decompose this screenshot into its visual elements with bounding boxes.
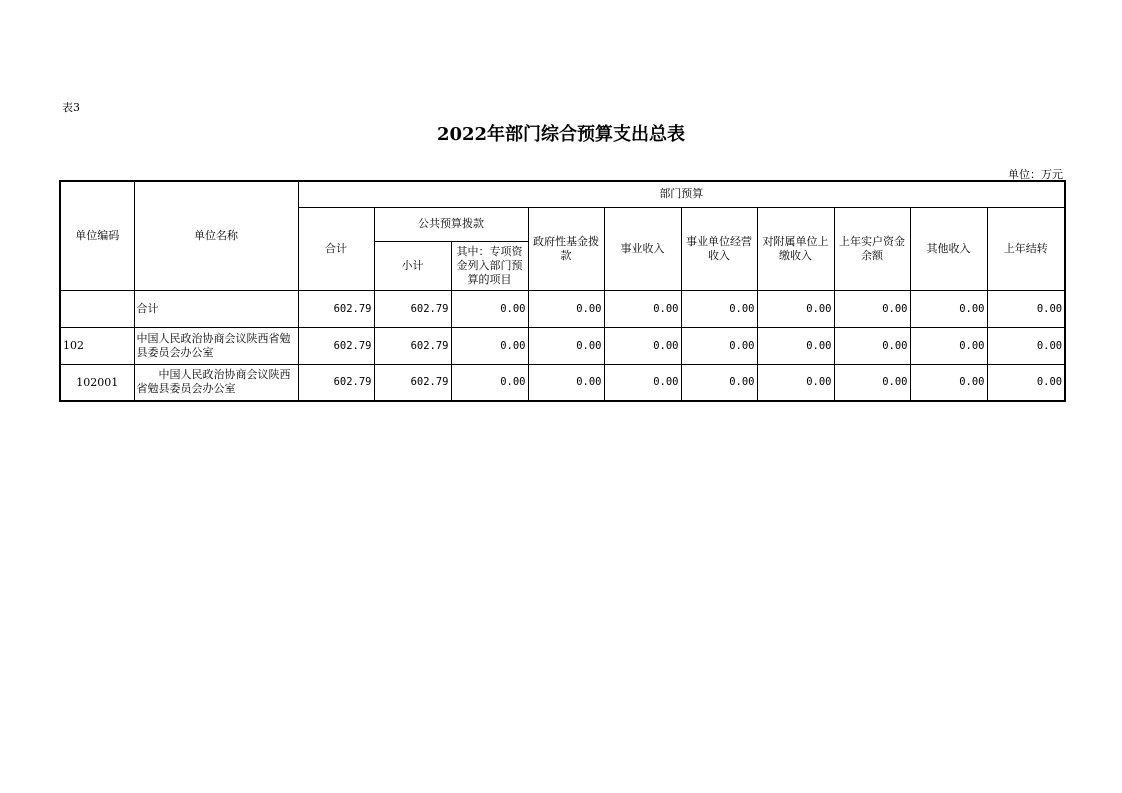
header-subordinate-income: 对附属单位上缴收入 [757,207,834,290]
header-special-fund: 其中：专项资金列入部门预算的项目 [451,241,528,290]
cell-value: 0.00 [987,327,1065,364]
cell-name: 中国人民政治协商会议陕西省勉县委员会办公室 [134,327,298,364]
cell-value: 0.00 [834,327,910,364]
cell-value: 602.79 [298,364,374,401]
cell-value: 602.79 [374,364,451,401]
header-subtotal: 小计 [374,241,451,290]
cell-value: 0.00 [451,327,528,364]
cell-code: 102 [60,327,134,364]
header-carryover: 上年结转 [987,207,1065,290]
cell-value: 0.00 [834,290,910,327]
cell-value: 0.00 [834,364,910,401]
cell-name: 合计 [134,290,298,327]
header-total: 合计 [298,207,374,290]
cell-value: 0.00 [681,290,757,327]
cell-value: 0.00 [604,364,681,401]
table-row [60,364,1065,401]
page-title: 2022年部门综合预算支出总表 [436,124,686,145]
cell-code [60,290,134,327]
cell-name: 中国人民政治协商会议陕西省勉县委员会办公室 [134,364,298,401]
cell-code: 102001 [60,364,134,401]
table-number: 表3 [62,101,80,114]
cell-value: 0.00 [757,290,834,327]
unit-label: 单位：万元 [1008,168,1063,181]
cell-value: 0.00 [910,327,987,364]
header-dept-budget: 部门预算 [298,181,1065,207]
cell-value: 0.00 [451,364,528,401]
cell-value: 0.00 [681,327,757,364]
header-prev-balance: 上年实户资金余额 [834,207,910,290]
header-public-budget: 公共预算拨款 [374,207,528,241]
table-row [60,327,1065,364]
cell-value: 602.79 [374,290,451,327]
cell-value: 0.00 [604,290,681,327]
cell-value: 0.00 [528,327,604,364]
header-business-income: 事业单位经营收入 [681,207,757,290]
budget-table [59,180,1066,402]
cell-value: 0.00 [528,364,604,401]
cell-value: 602.79 [298,290,374,327]
cell-value: 0.00 [910,364,987,401]
cell-value: 0.00 [528,290,604,327]
cell-value: 602.79 [298,327,374,364]
cell-value: 0.00 [757,364,834,401]
header-unit-code: 单位编码 [60,181,134,290]
cell-value: 0.00 [604,327,681,364]
cell-value: 0.00 [451,290,528,327]
cell-value: 0.00 [681,364,757,401]
header-gov-fund: 政府性基金拨款 [528,207,604,290]
header-career-income: 事业收入 [604,207,681,290]
cell-value: 0.00 [987,364,1065,401]
header-unit-name: 单位名称 [134,181,298,290]
table-row [60,290,1065,327]
cell-value: 0.00 [757,327,834,364]
header-other-income: 其他收入 [910,207,987,290]
cell-value: 0.00 [910,290,987,327]
cell-value: 602.79 [374,327,451,364]
cell-value: 0.00 [987,290,1065,327]
